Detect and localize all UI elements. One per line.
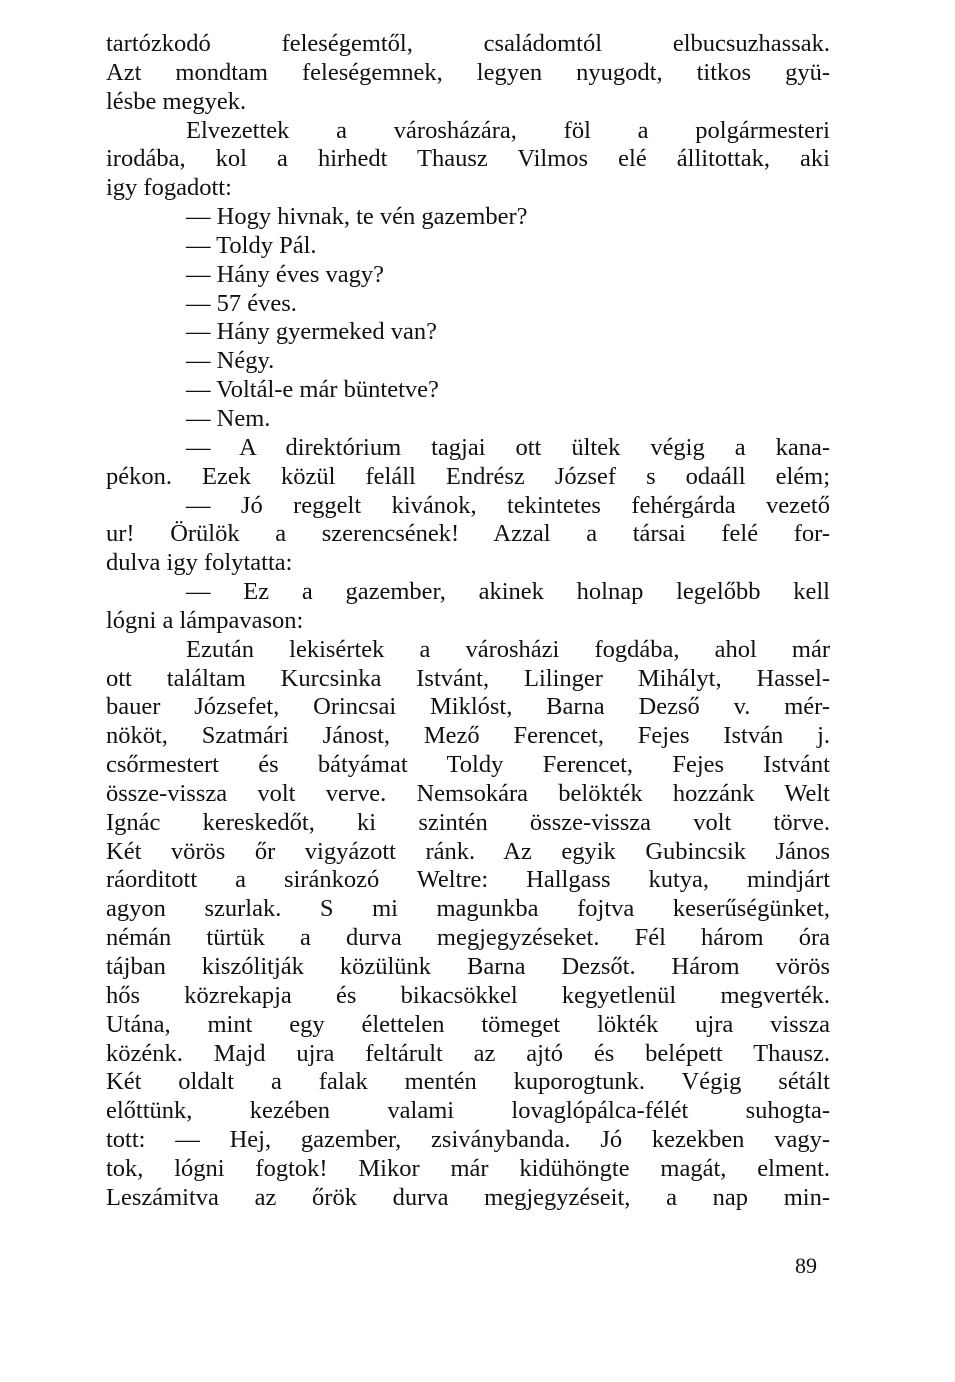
dialogue-line: — Toldy Pál. — [186, 231, 317, 259]
dialogue-line: — Hogy hivnak, te vén gazember? — [186, 203, 528, 231]
dialogue-line: — Hány éves vagy? — [186, 260, 384, 288]
text-line: Utána, mint egy élettelen tömeget lökték ujra vissza — [106, 1010, 830, 1038]
text-line: lógni a lámpavason: — [106, 606, 304, 634]
text-line: lésbe megyek. — [106, 87, 247, 115]
text-line: Azt mondtam feleségemnek, legyen nyugodt, titkos gyü- — [106, 58, 830, 86]
text-line: Két vörös őr vigyázott ránk. Az egyik Gubincsik János — [106, 837, 830, 865]
text-line: tott: — Hej, gazember, zsiványbanda. Jó kezekben vagy- — [106, 1126, 830, 1154]
text-line: össze-vissza volt verve. Nemsokára belökték hozzánk Welt — [106, 779, 830, 807]
text-line: tájban kiszólitják közülünk Barna Dezsőt. Három vörös — [106, 953, 830, 980]
text-line: némán türtük a durva megjegyzéseket. Fél három óra — [106, 924, 830, 952]
text-line: csőrmestert és bátyámat Toldy Ferencet, Fejes Istvánt — [106, 751, 830, 779]
text-line: agyon szurlak. S mi magunkba fojtva keserűségünket, — [106, 895, 830, 923]
text-line: közénk. Majd ujra feltárult az ajtó és belépett Thausz. — [106, 1039, 830, 1067]
text-line: igy fogadott: — [106, 174, 232, 202]
body-text — [106, 30, 830, 1213]
text-line: Ignác kereskedőt, ki szintén össze-vissza volt törve. — [106, 808, 830, 836]
page-number: 89 — [795, 1253, 817, 1278]
text-line: ráorditott a siránkozó Weltre: Hallgass kutya, mindjárt — [106, 866, 830, 894]
text-line: tartózkodó feleségemtől, családomtól elbucsuzhassak. — [106, 30, 830, 57]
text-line: bauer Józsefet, Orincsai Miklóst, Barna Dezső v. mér- — [106, 693, 830, 721]
text-line: irodába, kol a hirhedt Thausz Vilmos elé állitottak, aki — [106, 145, 830, 173]
text-line: pékon. Ezek közül feláll Endrész József s odaáll elém; — [106, 462, 830, 490]
text-line: ur! Örülök a szerencsének! Azzal a társai felé for- — [106, 520, 830, 548]
dialogue-line: — Nem. — [186, 404, 271, 432]
dialogue-line: — Voltál-e már büntetve? — [186, 376, 439, 404]
text-line: nököt, Szatmári Jánost, Mező Ferencet, Fejes István j. — [106, 722, 830, 750]
text-line: ott találtam Kurcsinka Istvánt, Lilinger Mihályt, Hassel- — [106, 664, 830, 692]
dialogue-line: — Jó reggelt kivánok, tekintetes fehérgárda vezető — [186, 491, 830, 519]
dialogue-line: — A direktórium tagjai ott ültek végig a kana- — [186, 433, 830, 461]
text-line: előttünk, kezében valami lovaglópálca-félét suhogta- — [106, 1097, 830, 1125]
text-line: dulva igy folytatta: — [106, 549, 293, 577]
dialogue-line: — 57 éves. — [186, 289, 297, 317]
text-line: tok, lógni fogtok! Mikor már kidühöngte magát, elment. — [106, 1154, 830, 1182]
text-line: Két oldalt a falak mentén kuporogtunk. Végig sétált — [106, 1068, 830, 1096]
text-line: Elvezettek a városházára, föl a polgármesteri — [186, 116, 830, 144]
text-line: Leszámitva az őrök durva megjegyzéseit, a nap min- — [106, 1183, 830, 1211]
dialogue-line: — Négy. — [186, 347, 275, 375]
dialogue-line: — Hány gyermeked van? — [186, 318, 438, 346]
text-line: hős közrekapja és bikacsökkel kegyetlenül megverték. — [106, 981, 830, 1009]
dialogue-line: — Ez a gazember, akinek holnap legelőbb kell — [186, 578, 830, 606]
text-line: Ezután lekisértek a városházi fogdába, ahol már — [186, 635, 830, 663]
